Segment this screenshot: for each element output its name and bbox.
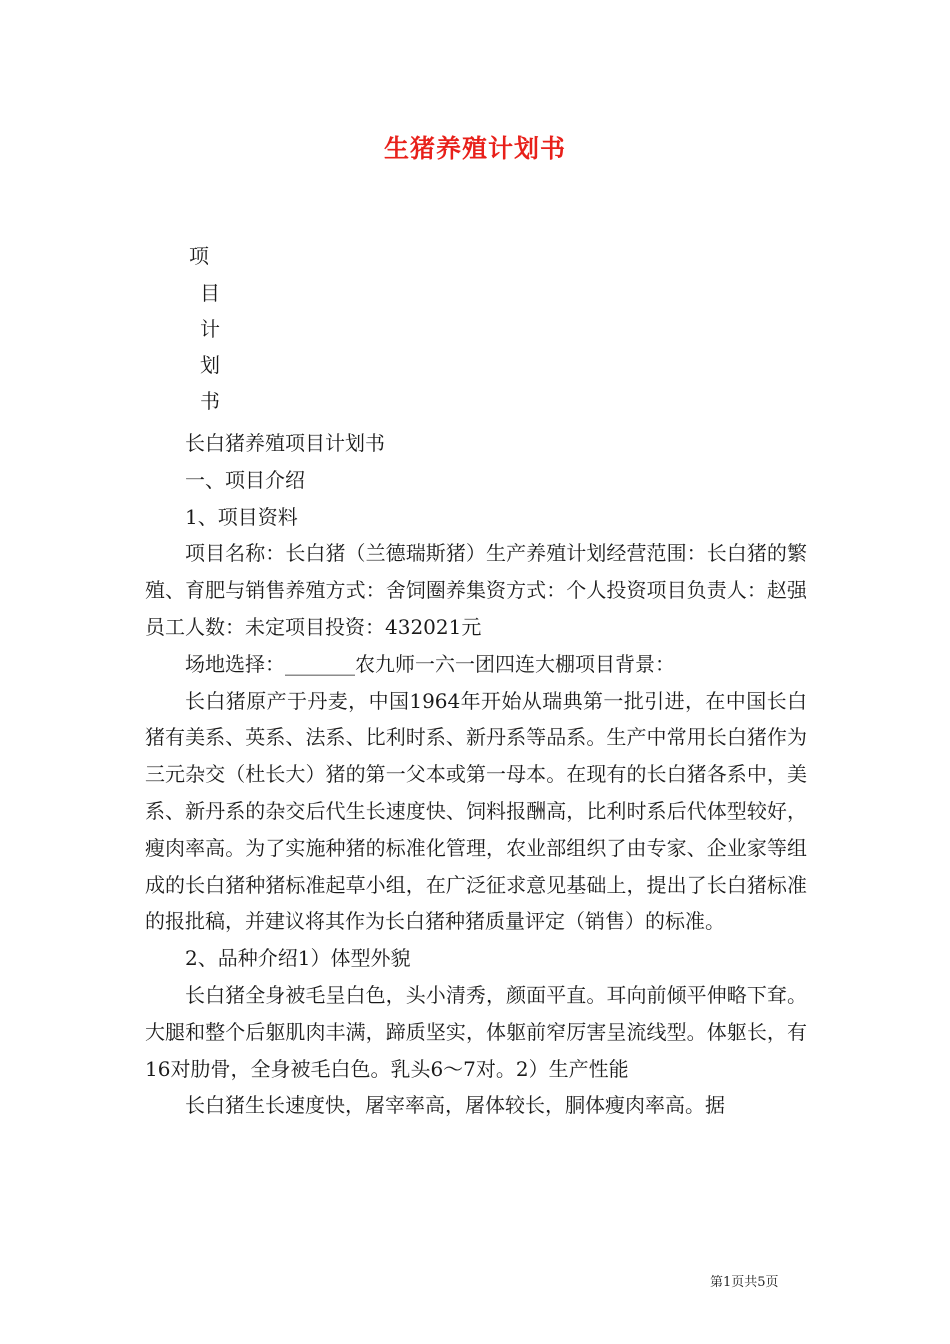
document-body [145,425,807,1124]
paragraph-background: 长白猪原产于丹麦，中国1964年开始从瑞典第一批引进，在中国长白猪有美系、英系、法系、比利时系、新丹系等品系。生产中常用长白猪作为三元杂交（杜长大）猪的第一父本或第一母本。在现有的长白猪各系中，美系、新丹系的杂交后代生长速度快、饲料报酬高，比利时系后代体型较好，瘦肉率高。为了实施种猪的标准化管理，农业部组织了由专家、企业家等组成的长白猪种猪标准起草小组，在广泛征求意见基础上，提出了长白猪标准的报批稿，并建议将其作为长白猪种猪质量评定（销售）的标准。 [145,688,807,934]
paragraph-subtitle: 长白猪养殖项目计划书 [185,431,385,455]
paragraph-subsection-heading: 1、项目资料 [185,504,298,529]
vertical-heading-char-1: 项 [189,244,209,268]
page-footer: 第1页共5页 [710,1275,779,1290]
vertical-heading-char-2: 目 [200,281,220,305]
paragraph-breed-heading: 2、品种介绍1）体型外貌 [185,946,411,971]
paragraph-performance: 长白猪生长速度快，屠宰率高，屠体较长，胴体瘦肉率高。据 [185,1093,725,1118]
vertical-heading-char-4: 划 [200,353,220,377]
paragraph-section-heading: 一、项目介绍 [185,467,305,492]
paragraph-project-info: 项目名称：长白猪（兰德瑞斯猪）生产养殖计划经营范围：长白猪的繁殖、育肥与销售养殖方式：舍饲圈养集资方式：个人投资项目负责人：赵强员工人数：未定项目投资：432021元 [145,541,807,639]
document-title: 生猪养殖计划书 [383,134,566,163]
paragraph-site-selection: 场地选择：_______农九师一六一团四连大棚项目背景： [185,651,675,676]
paragraph-appearance: 长白猪全身被毛呈白色，头小清秀，颜面平直。耳向前倾平伸略下耷。大腿和整个后躯肌肉丰满，蹄质坚实，体躯前窄厉害呈流线型。体躯长，有16对肋骨，全身被毛白色。乳头6～7对。2）生产性能 [145,982,807,1081]
vertical-heading-char-3: 计 [200,317,220,341]
vertical-heading-char-5: 书 [200,389,220,413]
